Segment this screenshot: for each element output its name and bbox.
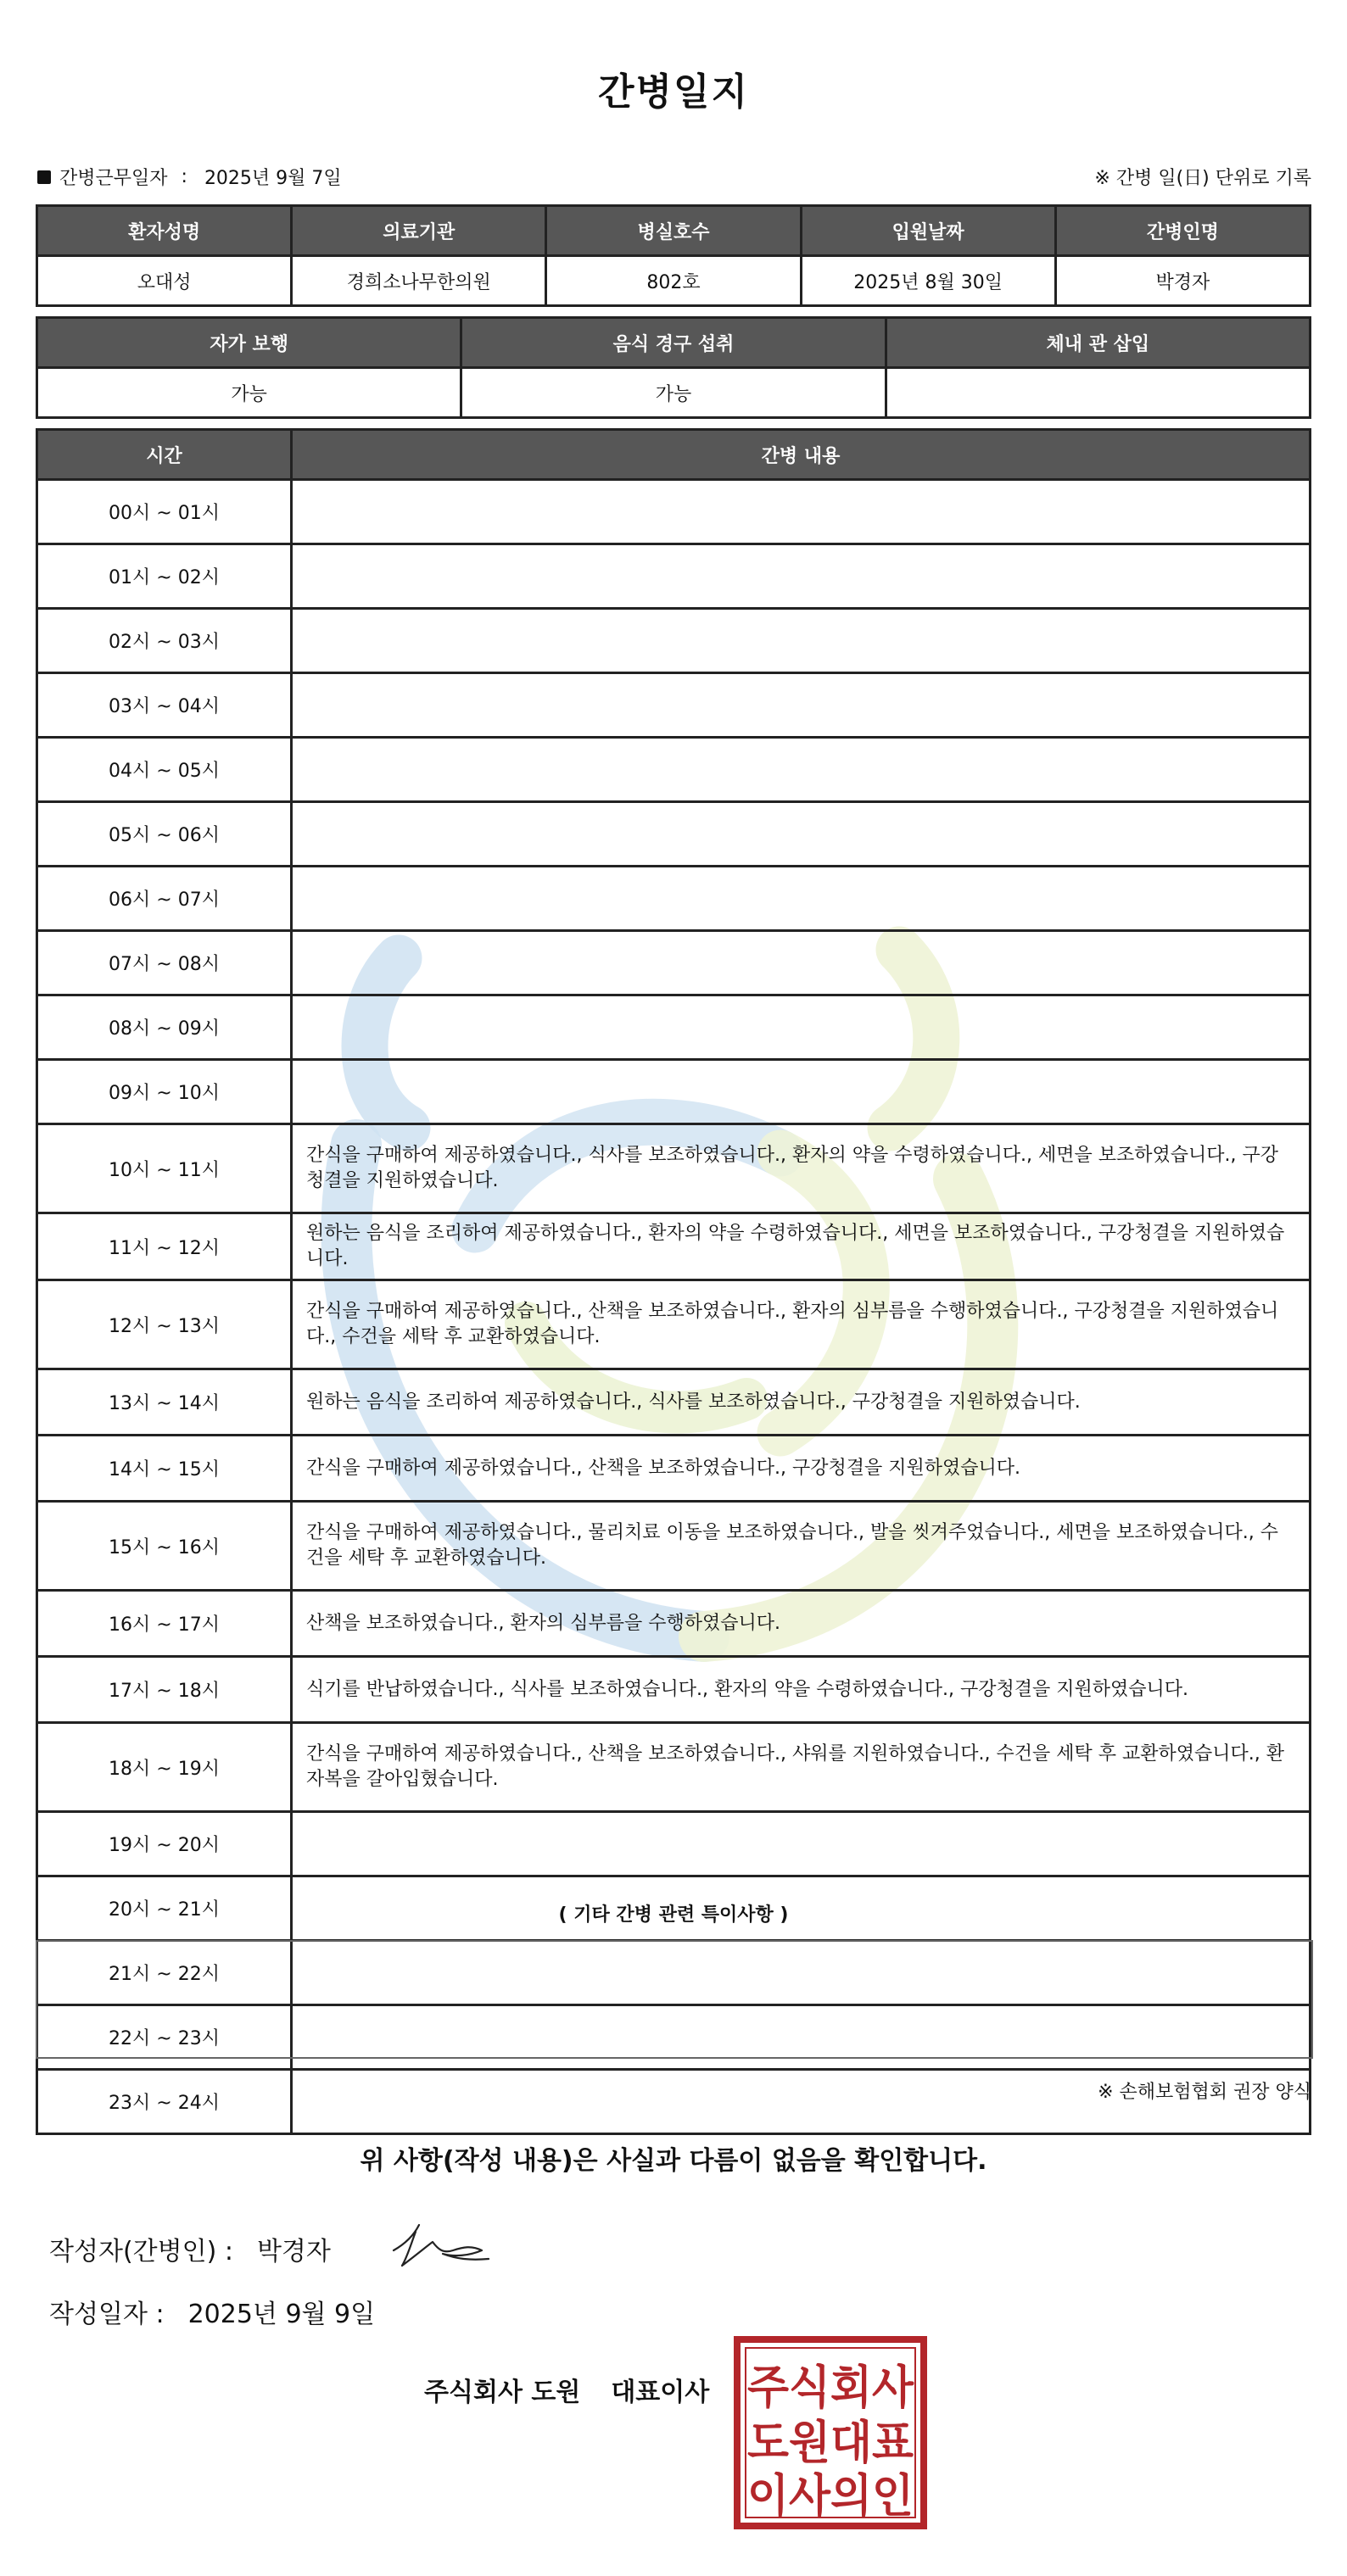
header-room: 병실호수 [546, 206, 801, 256]
log-row [37, 738, 1311, 802]
header-care-content: 간병 내용 [292, 430, 1311, 480]
header-patient-name: 환자성명 [37, 206, 292, 256]
work-date-label: 간병근무일자 [59, 168, 168, 189]
written-date-label: 작성일자 : [49, 2300, 165, 2329]
log-row [37, 1436, 1311, 1502]
log-content: 원하는 음식을 조리하여 제공하였습니다., 식사를 보조하였습니다., 구강청결을 지원하였습니다. [292, 1369, 1311, 1436]
log-time: 12시 ~ 13시 [37, 1280, 292, 1369]
log-content: 간식을 구매하여 제공하였습니다., 식사를 보조하였습니다., 환자의 약을 수령하였습니다., 세면을 보조하였습니다., 구강청결을 지원하였습니다. [292, 1124, 1311, 1213]
log-row [37, 1591, 1311, 1657]
admission-date: 2025년 8월 30일 [801, 256, 1055, 306]
log-time: 05시 ~ 06시 [37, 802, 292, 867]
walking-value: 가능 [37, 368, 461, 418]
log-content [292, 867, 1311, 931]
seal-text-line: 이사의인 [747, 2469, 914, 2523]
log-time: 15시 ~ 16시 [37, 1502, 292, 1591]
oral-intake-value: 가능 [461, 368, 886, 418]
log-row [37, 1280, 1311, 1369]
writer-line [49, 2230, 331, 2267]
log-content [292, 673, 1311, 738]
log-time: 07시 ~ 08시 [37, 931, 292, 995]
log-time: 00시 ~ 01시 [37, 480, 292, 544]
log-content [292, 1812, 1311, 1876]
header-institution: 의료기관 [292, 206, 546, 256]
log-content: 간식을 구매하여 제공하였습니다., 산책을 보조하였습니다., 샤워를 지원하였습니다., 수건을 세탁 후 교환하였습니다., 환자복을 갈아입혔습니다. [292, 1723, 1311, 1812]
log-time: 17시 ~ 18시 [37, 1657, 292, 1723]
work-date-value: 2025년 9월 7일 [204, 168, 342, 189]
log-time: 23시 ~ 24시 [37, 2070, 292, 2134]
confirmation-statement: 위 사항(작성 내용)은 사실과 다름이 없음을 확인합니다. [360, 2146, 987, 2176]
log-row [37, 1657, 1311, 1723]
log-time: 19시 ~ 20시 [37, 1812, 292, 1876]
care-log-table [36, 428, 1311, 2135]
log-content [292, 609, 1311, 673]
header-time: 시간 [37, 430, 292, 480]
seal-text-line: 도원대표 [747, 2416, 914, 2469]
writer-name: 박경자 [256, 2237, 331, 2267]
log-row [37, 995, 1311, 1060]
log-content [292, 995, 1311, 1060]
patient-name: 오대성 [37, 256, 292, 306]
log-row [37, 1369, 1311, 1436]
work-date-colon: : [181, 166, 187, 187]
room-number: 802호 [546, 256, 801, 306]
log-time: 10시 ~ 11시 [37, 1124, 292, 1213]
log-content [292, 1060, 1311, 1124]
header-admission-date: 입원날짜 [801, 206, 1055, 256]
log-time: 11시 ~ 12시 [37, 1213, 292, 1280]
log-content: 원하는 음식을 조리하여 제공하였습니다., 환자의 약을 수령하였습니다., 세면을 보조하였습니다., 구강청결을 지원하였습니다. [292, 1213, 1311, 1280]
log-time: 22시 ~ 23시 [37, 2005, 292, 2070]
log-content: 간식을 구매하여 제공하였습니다., 산책을 보조하였습니다., 환자의 심부름을 수행하였습니다., 구강청결을 지원하였습니다., 수건을 세탁 후 교환하였습니다. [292, 1280, 1311, 1369]
writer-label: 작성자(간병인) : [49, 2237, 233, 2267]
log-content: 간식을 구매하여 제공하였습니다., 산책을 보조하였습니다., 구강청결을 지원하였습니다. [292, 1436, 1311, 1502]
log-row [37, 802, 1311, 867]
log-time: 06시 ~ 07시 [37, 867, 292, 931]
log-content [292, 544, 1311, 609]
company-line [424, 2371, 709, 2408]
log-row [37, 1213, 1311, 1280]
company-name: 주식회사 도원 [424, 2378, 581, 2407]
log-row [37, 1060, 1311, 1124]
log-time: 03시 ~ 04시 [37, 673, 292, 738]
log-row [37, 1502, 1311, 1591]
log-time: 21시 ~ 22시 [37, 1941, 292, 2005]
log-content [292, 480, 1311, 544]
log-row [37, 544, 1311, 609]
log-row [37, 931, 1311, 995]
status-info-table [36, 316, 1311, 419]
written-date-value: 2025년 9월 9일 [187, 2300, 376, 2329]
log-time: 14시 ~ 15시 [37, 1436, 292, 1502]
log-row [37, 1723, 1311, 1812]
square-bullet-icon [37, 170, 51, 184]
log-row [37, 1124, 1311, 1213]
log-content [292, 738, 1311, 802]
log-row [37, 480, 1311, 544]
header-walking: 자가 보행 [37, 318, 461, 368]
log-time: 16시 ~ 17시 [37, 1591, 292, 1657]
caregiver-name: 박경자 [1055, 256, 1310, 306]
remarks-title: ( 기타 간병 관련 특이사항 ) [558, 1904, 789, 1926]
log-time: 04시 ~ 05시 [37, 738, 292, 802]
log-content: 식기를 반납하였습니다., 식사를 보조하였습니다., 환자의 약을 수령하였습니다., 구강청결을 지원하였습니다. [292, 1657, 1311, 1723]
document-title: 간병일지 [597, 70, 749, 114]
log-time: 08시 ~ 09시 [37, 995, 292, 1060]
unit-note: ※ 간병 일(日) 단위로 기록 [1094, 168, 1311, 189]
header-oral-intake: 음식 경구 섭취 [461, 318, 886, 368]
header-tube: 체내 관 삽입 [886, 318, 1310, 368]
log-time: 13시 ~ 14시 [37, 1369, 292, 1436]
log-time: 09시 ~ 10시 [37, 1060, 292, 1124]
handwritten-signature [382, 2216, 500, 2271]
institution: 경희소나무한의원 [292, 256, 546, 306]
log-row [37, 1812, 1311, 1876]
source-note: ※ 손해보험협회 권장 양식 [1098, 2082, 1311, 2103]
log-content [292, 931, 1311, 995]
company-seal [733, 2335, 928, 2530]
log-content: 산책을 보조하였습니다., 환자의 심부름을 수행하였습니다. [292, 1591, 1311, 1657]
log-content [292, 802, 1311, 867]
log-row [37, 673, 1311, 738]
work-date [37, 164, 342, 190]
tube-value [886, 368, 1310, 418]
header-caregiver: 간병인명 [1055, 206, 1310, 256]
seal-text-line: 주식회사 [747, 2361, 914, 2414]
remarks-box [36, 1940, 1313, 2059]
log-time: 20시 ~ 21시 [37, 1876, 292, 1941]
log-time: 18시 ~ 19시 [37, 1723, 292, 1812]
log-time: 01시 ~ 02시 [37, 544, 292, 609]
log-time: 02시 ~ 03시 [37, 609, 292, 673]
company-role: 대표이사 [611, 2378, 710, 2407]
log-row [37, 867, 1311, 931]
log-content: 간식을 구매하여 제공하였습니다., 물리치료 이동을 보조하였습니다., 발을 씻겨주었습니다., 세면을 보조하였습니다., 수건을 세탁 후 교환하였습니다. [292, 1502, 1311, 1591]
written-date-line [49, 2293, 375, 2330]
log-row [37, 609, 1311, 673]
patient-info-table [36, 204, 1311, 307]
